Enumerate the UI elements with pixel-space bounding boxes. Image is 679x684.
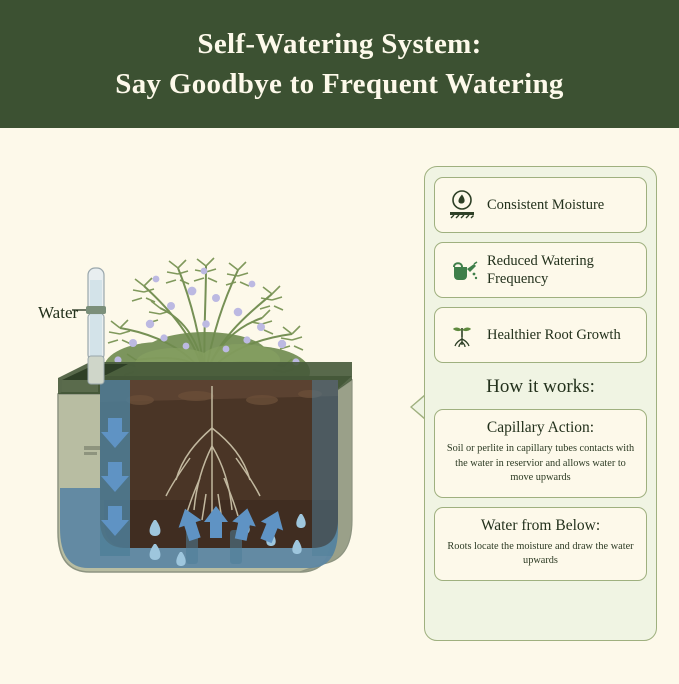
benefit-item-reduced-watering — [434, 242, 647, 298]
water-column-right — [312, 380, 342, 556]
card-title: Water from Below: — [480, 516, 601, 534]
header-banner — [0, 0, 679, 128]
benefit-label: Consistent Moisture — [487, 196, 605, 213]
how-it-works-title: How it works: — [486, 376, 595, 397]
water-label: Water — [38, 303, 79, 322]
header-title-line2: Say Goodbye to Frequent Watering — [115, 68, 564, 100]
water-fill-tube — [86, 268, 106, 384]
seedling-roots-icon — [443, 316, 481, 354]
moisture-soil-icon — [443, 186, 481, 224]
card-water-from-below — [434, 507, 647, 581]
card-body: Soil or perlite in capillary tubes contacts with the water in reservior and allows water to move upwards — [446, 443, 635, 484]
info-panel — [424, 166, 657, 641]
benefit-label: Healthier Root Growth — [487, 326, 621, 343]
watering-can-icon — [443, 251, 481, 289]
card-title: Capillary Action: — [486, 419, 595, 436]
benefit-item-consistent-moisture — [434, 177, 647, 233]
benefit-label: Reduced Watering Frequency — [487, 252, 594, 287]
card-capillary-action — [434, 409, 647, 498]
planter-diagram-svg — [0, 128, 420, 679]
benefit-item-root-growth — [434, 307, 647, 363]
planter-illustration — [0, 128, 420, 679]
card-body: Roots locate the moisture and draw the water upwards — [447, 540, 634, 567]
header-title-line1: Self-Watering System: — [197, 27, 482, 60]
planter-cutaway-interior — [58, 380, 344, 578]
